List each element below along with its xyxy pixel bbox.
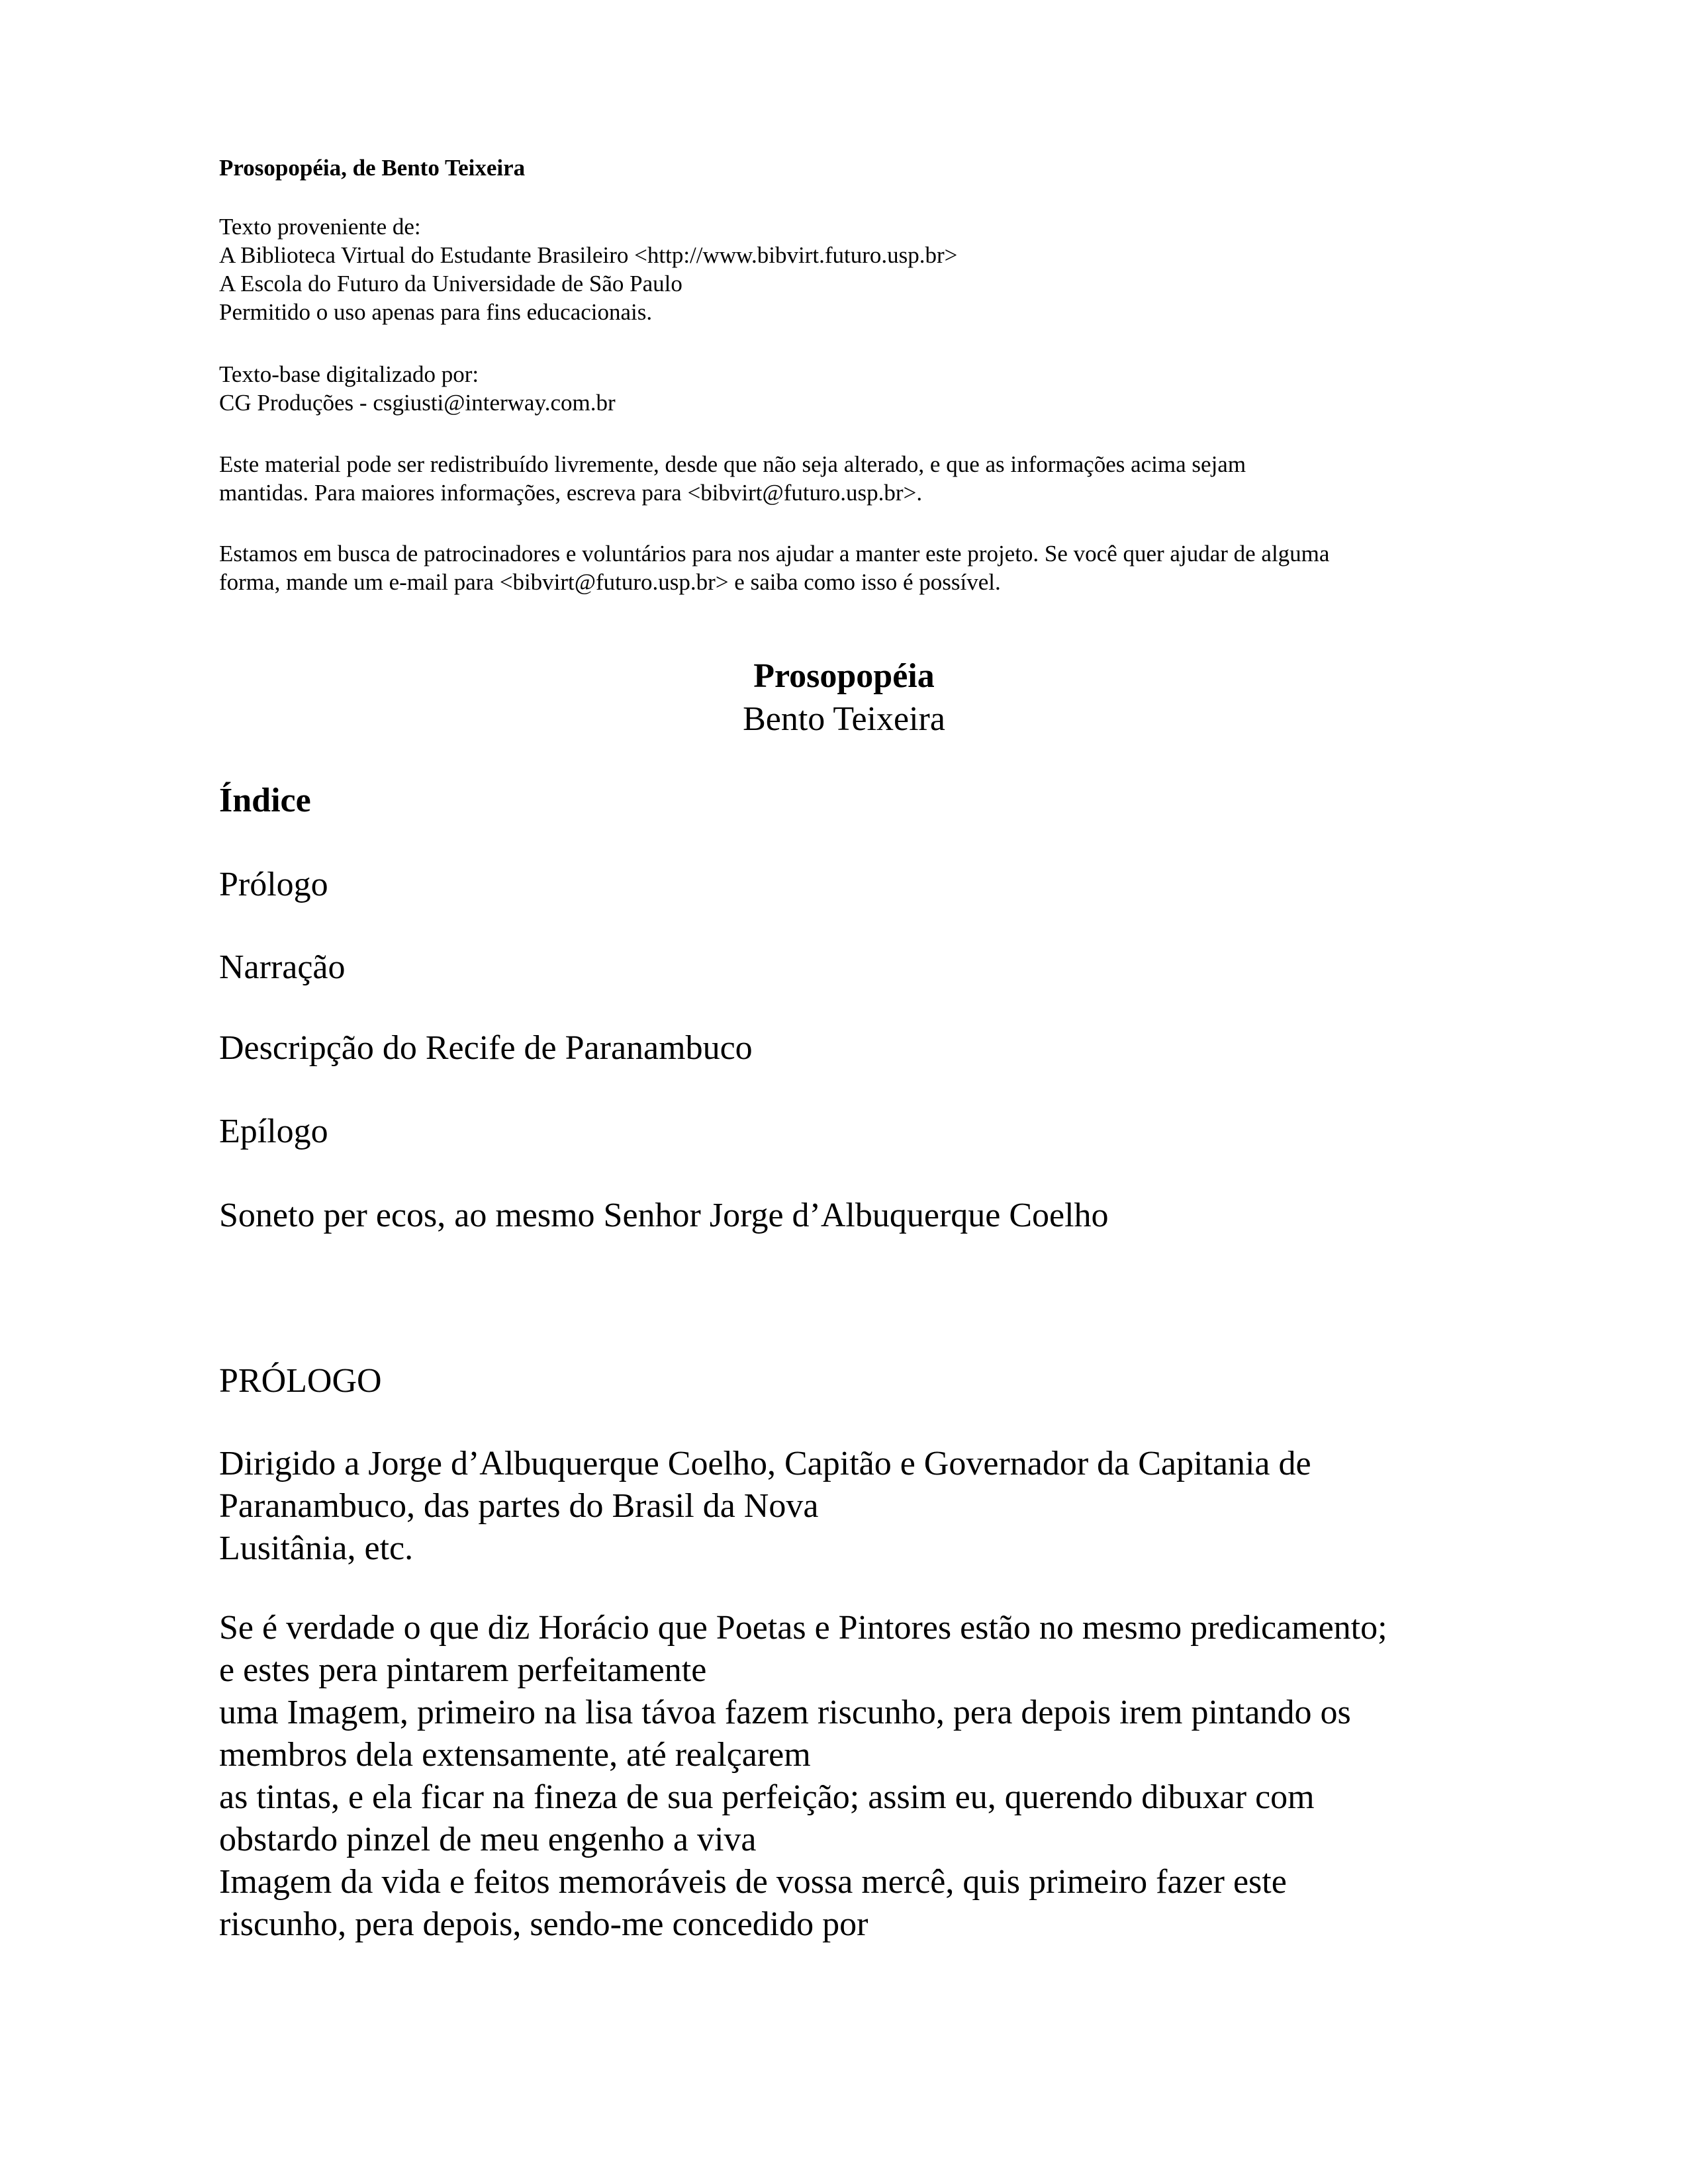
digitized-info <box>219 360 616 417</box>
prologue-dedication <box>219 1443 1311 1570</box>
body-line: Se é verdade o que diz Horácio que Poetas e Pintores estão no mesmo predicamento; <box>219 1609 1387 1647</box>
work-title: Prosopopéia <box>753 657 935 695</box>
body-line: as tintas, e ela ficar na fineza de sua perfeição; assim eu, querendo dibuxar com <box>219 1778 1315 1816</box>
source-line: A Escola do Futuro da Universidade de São Paulo <box>219 271 682 296</box>
license-line: Este material pode ser redistribuído livremente, desde que não seja alterado, e que as informações acima sejam <box>219 451 1246 477</box>
prologue-heading: PRÓLOGO <box>219 1362 382 1400</box>
body-line: riscunho, pera depois, sendo-me concedido por <box>219 1905 868 1943</box>
dedication-line: Lusitânia, etc. <box>219 1529 414 1567</box>
license-line: mantidas. Para maiores informações, escreva para <bibvirt@futuro.usp.br>. <box>219 480 923 506</box>
body-line: membros dela extensamente, até realçarem <box>219 1736 811 1774</box>
body-line: e estes pera pintarem perfeitamente <box>219 1651 707 1689</box>
source-line: Permitido o uso apenas para fins educacionais. <box>219 299 653 325</box>
license-notice <box>219 450 1246 507</box>
digitized-line: CG Produções - csgiusti@interway.com.br <box>219 390 616 416</box>
body-line: uma Imagem, primeiro na lisa távoa fazem riscunho, pera depois irem pintando os <box>219 1694 1351 1731</box>
index-item-prologo[interactable]: Prólogo <box>219 866 328 903</box>
index-item-narracao[interactable]: Narração <box>219 948 346 986</box>
source-line: A Biblioteca Virtual do Estudante Brasileiro <http://www.bibvirt.futuro.usp.br> <box>219 242 958 268</box>
work-author: Bento Teixeira <box>743 700 945 738</box>
body-line: Imagem da vida e feitos memoráveis de vossa mercê, quis primeiro fazer este <box>219 1863 1287 1901</box>
sponsor-notice <box>219 539 1329 596</box>
source-line: Texto proveniente de: <box>219 214 421 240</box>
digitized-line: Texto-base digitalizado por: <box>219 361 479 387</box>
sponsor-line: forma, mande um e-mail para <bibvirt@futuro.usp.br> e saiba como isso é possível. <box>219 569 1001 595</box>
document-title: Prosopopéia, de Bento Teixeira <box>219 155 526 181</box>
index-heading: Índice <box>219 782 311 819</box>
index-item-epilogo[interactable]: Epílogo <box>219 1113 328 1150</box>
prologue-body <box>219 1607 1387 1946</box>
source-info <box>219 212 957 326</box>
index-item-descripcao[interactable]: Descripção do Recife de Paranambuco <box>219 1029 753 1067</box>
body-line: obstardo pinzel de meu engenho a viva <box>219 1821 757 1858</box>
dedication-line: Paranambuco, das partes do Brasil da Nova <box>219 1487 819 1525</box>
dedication-line: Dirigido a Jorge d’Albuquerque Coelho, Capitão e Governador da Capitania de <box>219 1445 1311 1482</box>
sponsor-line: Estamos em busca de patrocinadores e voluntários para nos ajudar a manter este projeto. Se você quer ajudar de alguma <box>219 541 1330 567</box>
index-item-soneto[interactable]: Soneto per ecos, ao mesmo Senhor Jorge d’Albuquerque Coelho <box>219 1197 1109 1234</box>
